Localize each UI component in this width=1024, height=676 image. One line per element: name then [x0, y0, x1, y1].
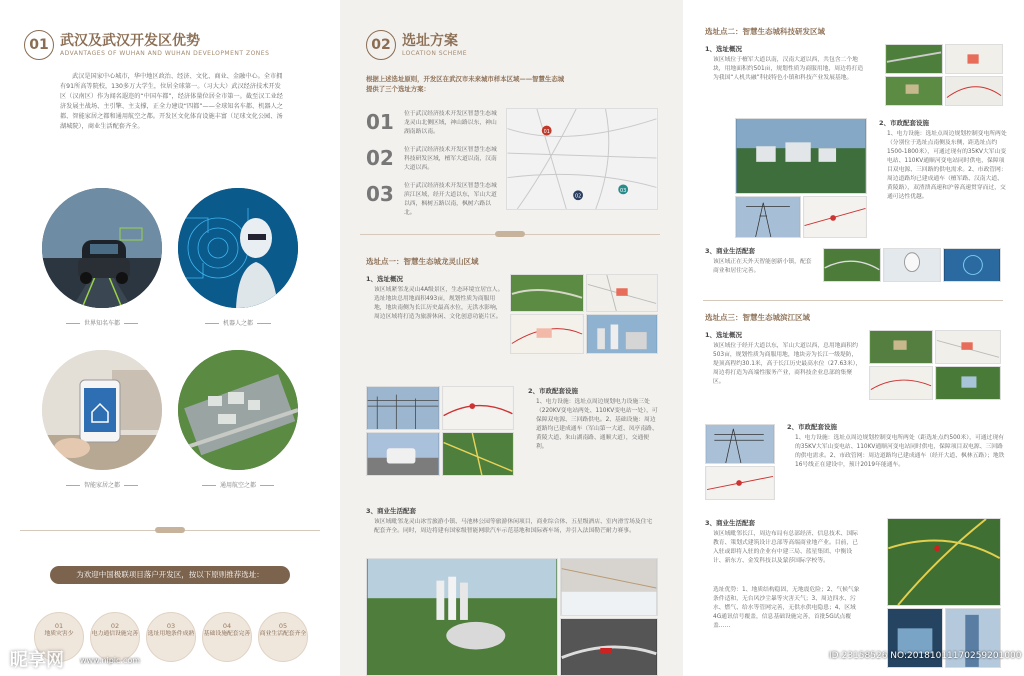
watermark-logo: 昵享网 — [10, 650, 64, 671]
site1-resort-render — [366, 558, 558, 676]
section-subtitle: LOCATION SCHEME — [402, 49, 468, 57]
site3-municipal-heading: 2、市政配套设施 — [787, 423, 838, 431]
car-photo — [42, 188, 162, 308]
site2-tech-photo — [943, 248, 1001, 282]
site1-overview-heading: 1、选址概况 — [366, 275, 404, 283]
option-text: 位于武汉经济技术开发区智慧生态城龙灵山北侧区域，神山路以东，神山湖南路以南。 — [404, 111, 497, 135]
page-3 — [683, 0, 1024, 676]
principles-banner: 为欢迎中国极联项目落户开发区，按以下原则推荐选址： — [50, 566, 290, 584]
principle-5 — [258, 612, 308, 662]
section-title: 武汉及武汉开发区优势 — [60, 32, 200, 49]
section-number: 01 — [24, 30, 54, 60]
site3-advantages-text: 选址优势：1、地质结构稳固，无地震危险；2、气候气象条件适和，无台风沙尘暴等灾害天气；3、周边四水、污水、燃气、给水等管网完善，无供水供电隐患；4、区域4G通讯信号覆盖，信息基础设施完善，首批5G试点覆盖…… — [713, 587, 860, 629]
site3-municipal-text: 1、电力设施：选址点周边规划控制变电所两处（距选址点约500米），可通过现有的35KV大军山变电站、110KV通顺河变电站同时供电，保障项目双电源、三回路的供电需求。2、市政管网：周边道路均已建成通车（经开大道、枫林五路）；地铁16号线正在建设中，预计2019年能通车。 — [795, 435, 1005, 468]
site3-aerial-2 — [935, 366, 1001, 400]
principle-text: 地质灾害少 — [44, 631, 74, 637]
site2-overview-heading: 1、选址概况 — [705, 45, 743, 53]
principle-2 — [90, 612, 140, 662]
option-number: 03 — [366, 182, 394, 206]
principle-text: 基础设施配套完善 — [203, 631, 251, 637]
site1-racetrack-photo — [560, 618, 658, 676]
site2-pylon-photo — [735, 196, 801, 238]
principle-number: 03 — [166, 622, 176, 630]
site2-municipal-text: 1、电力设施：选址点周边规划控制变电所两处（分别位于选址点南侧及东侧，距选址点约1500-1800米），可通过现有的35KV大军山变电站、110KV通顺河变电站同时供电，保障项目双电源、三回路的供电需求。2、市政管网：周边道路均已建成通车（檀军路、汉南大道、黄陵路），双渣溃高速和沪蓉高速贯穿而过，交通可达性优越。 — [887, 131, 1007, 200]
option-number: 02 — [366, 146, 394, 170]
section-number: 02 — [366, 30, 396, 60]
site1-road-map — [442, 432, 514, 476]
site2-commerce-text: 该区域正在天外天智能创新小镇，配套商业和居住完善。 — [713, 259, 812, 274]
site3-power-map — [705, 466, 775, 500]
watermark-id: ID:23158526 NO:20181011170259201000 — [829, 651, 1022, 661]
caption-smart-home-capital: 智能家居之都 — [42, 480, 162, 489]
principle-number: 04 — [222, 622, 232, 630]
site2-commerce-heading: 3、商业生活配套 — [705, 247, 756, 255]
principle-text: 选址用地条件成熟 — [147, 631, 195, 637]
site3-pylon-photo — [705, 424, 775, 464]
site2-municipal-heading: 2、市政配套设施 — [879, 119, 930, 127]
site3-commerce-heading: 3、商业生活配套 — [705, 519, 756, 527]
site1-skating-photo — [560, 558, 658, 616]
caption-robot-capital: 机器人之都 — [178, 318, 298, 327]
site2-aerial-2 — [885, 76, 943, 106]
site1-map-2 — [510, 314, 584, 354]
principle-3 — [146, 612, 196, 662]
site1-commerce-text: 该区域毗邻龙灵山冰雪旅游小镇、马池林公园等旅游休闲项目，商业综合体、五星级酒店、室内滑雪场及住宅配套齐全。同时，周边将建有国家级智能网联汽车示范基地和国际赛车场，并引入法国勒芒耐力赛事。 — [374, 519, 653, 534]
site-map — [506, 108, 658, 210]
divider — [703, 300, 1003, 301]
watermark-url: www.nipic.com — [80, 656, 141, 665]
site2-power-map — [803, 196, 867, 238]
caption-aviation-capital: 通用航空之都 — [178, 480, 298, 489]
site3-map-2 — [869, 366, 933, 400]
site3-aerial-1 — [869, 330, 933, 364]
section-header-2 — [366, 30, 467, 60]
page-1 — [0, 0, 340, 676]
site2-aerial-1 — [885, 44, 943, 74]
site2-map-1 — [945, 44, 1003, 74]
divider-ornament — [155, 527, 185, 533]
site1-overview-text: 该区域紧邻龙灵山4A级景区，生态环境宜居宜人。选址地块总用地面积493亩，规划性质为商服用地，地块南侧为长江历史最高水位，无洪水影响，周边区域将打造为旅游休闲、文化创意功能片区。 — [374, 287, 504, 320]
site2-commerce-aerial — [823, 248, 881, 282]
site1-map-1 — [586, 274, 658, 312]
site3-overview-heading: 1、选址概况 — [705, 331, 743, 339]
map-pin-3: 03 — [620, 187, 627, 194]
site1-power-map — [442, 386, 514, 430]
site2-robot-photo — [883, 248, 941, 282]
site3-aerial-map — [887, 518, 1001, 606]
site2-overview-text: 该区域位于檀军大道以南，汉南大道以西，共包含二个地块，用地面积约501亩，规划性质为商服用地，周边将打造为我国“人机共融”科技特色小镇和科技产业发展基地。 — [713, 57, 864, 81]
aviation-photo — [178, 350, 298, 470]
site1-aerial-1 — [510, 274, 584, 312]
section-title: 选址方案 — [402, 32, 458, 49]
option-text: 位于武汉经济技术开发区智慧生态城科技研发区域，檀军大道以南，汉南大道以西。 — [404, 147, 497, 171]
site1-municipal-text: 1、电力设施：选址点周边规划电力设施三处（220KV变电站两处、110KV变电站一处），可保障双电源、三回路供电。2、基础设施：周边道路均已建成通车（军山第一大道、凤亭南路、黄陵大道、朱山湖南路、通顺大道），交通便利。 — [536, 399, 658, 450]
site1-tram-photo — [366, 432, 440, 476]
principle-number: 01 — [54, 622, 64, 630]
site2-title: 选址点二：智慧生态城科技研发区域 — [705, 27, 825, 36]
site3-commerce-text: 该区域毗邻长江，周边布局有总部经济、信息技术、国际教育、策划式建筑设计总部等高端商业地产业。目前，已入驻或即将入驻的企业有中建三局、蓝星集团、中衡设计、新东方、金发科技以及蒙莎国际学校等。 — [713, 531, 858, 564]
site2-campus-render — [735, 118, 867, 194]
site3-overview-text: 该区域位于经开大道以东，军山大道以西，总用地面积约503亩，规划性质为商服用地，地块旁为长江一级堤防，堤顶高程约30.1米，高于长江历史最高水位（27.63米），周边将打造为高端性服务产业，商科技企业总部的集聚区。 — [713, 343, 862, 385]
principle-text: 商业生活配套齐全 — [259, 631, 307, 637]
smart-home-photo — [42, 350, 162, 470]
map-pin-1: 01 — [543, 129, 550, 136]
intro-paragraph: 武汉是国家中心城市，华中地区政治、经济、文化、商业、金融中心。全市拥有91所高等院校，130多万大学生，位居全球第一。（习大大）武汉经济技术开发区（汉南区）作为闻名遐迩的“中国车都”，经济体量位居全市第一。截至汉工业经济发展主战场、主引擎、主支撑，正全力建设“四都”——全球知名车都、机器人之都、智能家居之都和通用航空之都。开发区文化体育设施丰富（足球文化公园、汤湖城院），商业生活配套齐全。 — [60, 73, 283, 130]
section-header-1 — [24, 30, 269, 60]
site3-title: 选址点三：智慧生态城滨江区域 — [705, 313, 810, 322]
site1-commerce-heading: 3、商业生活配套 — [366, 507, 417, 515]
principle-number: 05 — [278, 622, 288, 630]
site1-title: 选址点一：智慧生态城龙灵山区域 — [366, 257, 479, 266]
site3-map-1 — [935, 330, 1001, 364]
divider-ornament — [495, 231, 525, 237]
option-number: 01 — [366, 110, 394, 134]
site2-map-2 — [945, 76, 1003, 106]
site1-render-1 — [586, 314, 658, 354]
scheme-lead: 根据上述选址原则，开发区在武汉市未来城市样本区域——智慧生态城提供了三个选址方案： — [366, 75, 565, 93]
principle-text: 电力通信设施完善 — [91, 631, 139, 637]
principle-4 — [202, 612, 252, 662]
map-pin-2: 02 — [574, 193, 582, 200]
caption-car-capital: 世界知名车都 — [42, 318, 162, 327]
robot-photo — [178, 188, 298, 308]
site1-municipal-heading: 2、市政配套设施 — [528, 387, 579, 395]
principle-number: 02 — [110, 622, 120, 630]
section-subtitle: ADVANTAGES OF WUHAN AND WUHAN DEVELOPMENT ZONES — [60, 49, 270, 57]
option-text: 位于武汉经济技术开发区智慧生态城滨江区域，经开大道以东，军山大道以西，枫树五路以南，枫树六路以北。 — [404, 183, 497, 216]
site1-substation-photo — [366, 386, 440, 430]
page-2 — [340, 0, 683, 676]
